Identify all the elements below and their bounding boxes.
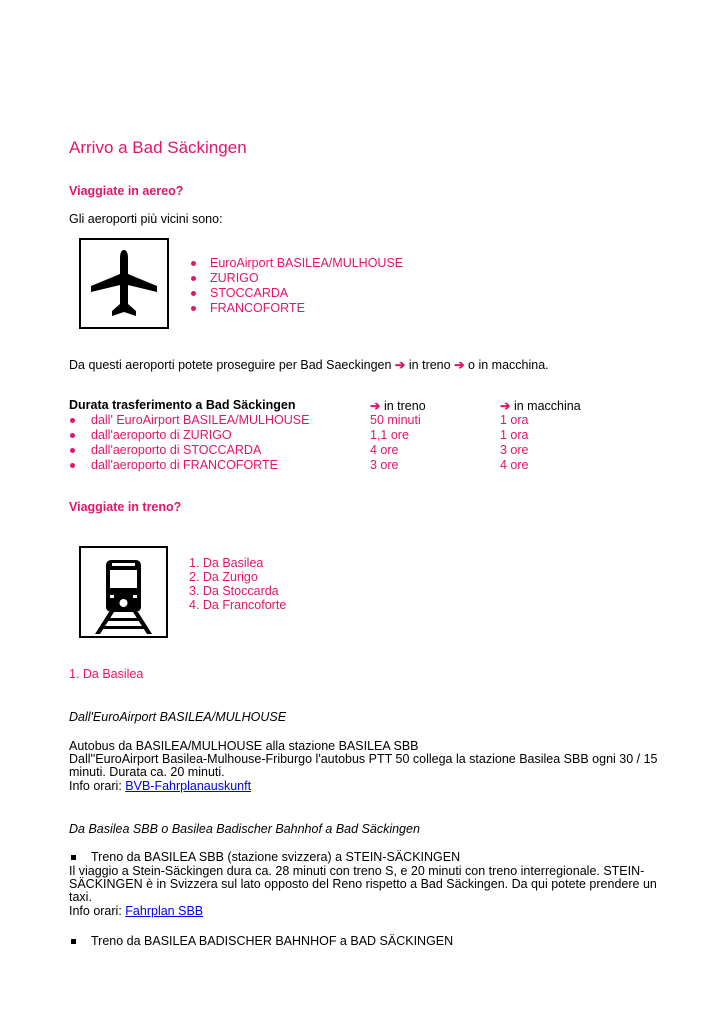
list-item: 2. Da Zurigo: [189, 570, 258, 584]
section-heading-basilea: 1. Da Basilea: [69, 667, 144, 681]
right-arrow-icon: ➔: [394, 358, 406, 372]
col-train-header: ➔ in treno: [370, 399, 426, 413]
subheading-euroairport: Dall'EuroAirport BASILEA/MULHOUSE: [69, 710, 287, 724]
right-arrow-icon: ➔: [370, 399, 381, 413]
air-intro: Gli aeroporti più vicini sono:: [69, 212, 223, 226]
list-item: Treno da BASILEA BADISCHER BAHNHOF a BAD SÄCKINGEN: [91, 934, 454, 948]
text-line: Autobus da BASILEA/MULHOUSE alla stazione BASILEA SBB: [69, 739, 419, 753]
bvb-timetable-link[interactable]: BVB-Fahrplanauskunft: [125, 779, 252, 793]
text-line: SÄCKINGEN è in Svizzera sul lato opposto del Reno rispetto a Bad Säckingen. Da qui potete prendere un: [69, 877, 657, 891]
list-item: ZURIGO: [210, 271, 259, 285]
list-item: 3. Da Stoccarda: [189, 584, 279, 598]
airplane-icon: [81, 240, 167, 327]
train-icon-frame: [79, 546, 168, 638]
list-item: EuroAirport BASILEA/MULHOUSE: [210, 256, 404, 270]
text-line: Dall''EuroAirport Basilea-Mulhouse-Friburgo l'autobus PTT 50 collega la stazione Basilea SBB ogni 30 / 15: [69, 752, 658, 766]
airplane-icon-frame: [79, 238, 169, 329]
sbb-timetable-link[interactable]: Fahrplan SBB: [125, 904, 204, 918]
continue-text: Da questi aeroporti potete proseguire per Bad Saeckingen ➔ in treno ➔ o in macchina.: [69, 358, 549, 372]
text-line: taxi.: [69, 890, 92, 904]
air-heading: Viaggiate in aereo?: [69, 184, 184, 198]
train-icon: [81, 548, 166, 636]
text-line: Il viaggio a Stein-Säckingen dura ca. 28 minuti con treno S, e 20 minuti con treno interregionale. STEIN-: [69, 864, 645, 878]
list-item: 1. Da Basilea: [189, 556, 264, 570]
info-line: Info orari: BVB-Fahrplanauskunft: [69, 779, 252, 793]
transfer-table-header: Durata trasferimento a Bad Säckingen: [69, 398, 296, 412]
list-item: 4. Da Francoforte: [189, 598, 287, 612]
col-car-header: ➔ in macchina: [500, 399, 581, 413]
page-title: Arrivo a Bad Säckingen: [69, 138, 247, 157]
list-item: STOCCARDA: [210, 286, 289, 300]
right-arrow-icon: ➔: [500, 399, 511, 413]
list-item: FRANCOFORTE: [210, 301, 305, 315]
subheading-basilea-sbb: Da Basilea SBB o Basilea Badischer Bahnhof a Bad Säckingen: [69, 822, 420, 836]
right-arrow-icon: ➔: [454, 358, 465, 372]
text-line: minuti. Durata ca. 20 minuti.: [69, 765, 225, 779]
info-line: Info orari: Fahrplan SBB: [69, 904, 204, 918]
list-item: Treno da BASILEA SBB (stazione svizzera) a STEIN-SÄCKINGEN: [91, 850, 461, 864]
train-heading: Viaggiate in treno?: [69, 500, 182, 514]
